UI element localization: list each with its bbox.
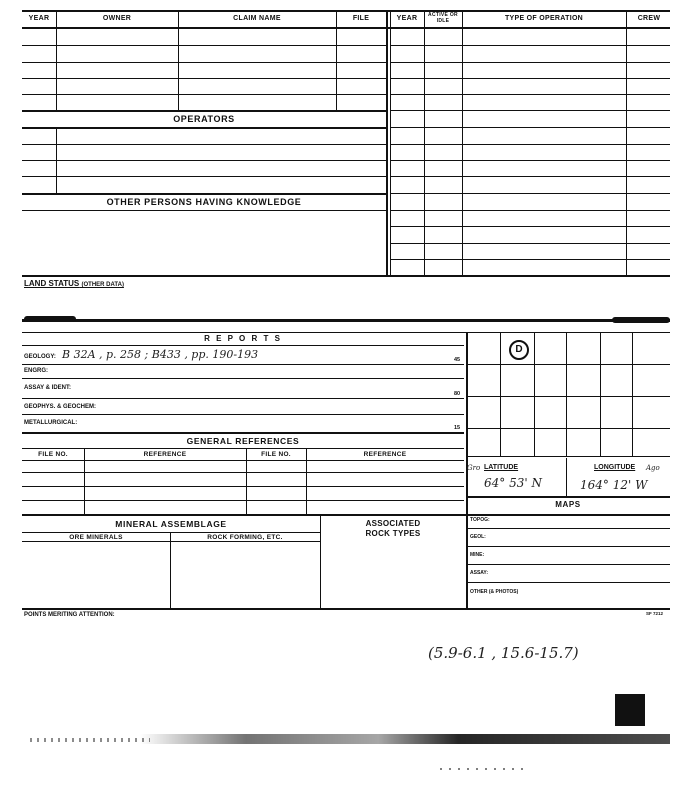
- maps-mine: MINE:: [470, 552, 485, 558]
- header-owner: OWNER: [102, 15, 132, 22]
- lat-prefix: Gro: [467, 464, 481, 472]
- reports-metallurgical-label: METALLURGICAL:: [24, 420, 78, 426]
- maps-assay: ASSAY:: [470, 570, 489, 576]
- header-type-of-operation: TYPE OF OPERATION: [504, 15, 584, 22]
- reports-assay-num: 80: [454, 391, 461, 397]
- circled-quadrant-mark: D: [509, 340, 529, 360]
- reports-title: R E P O R T S: [204, 334, 282, 343]
- land-status-label: LAND STATUS (OTHER DATA): [24, 279, 124, 288]
- reports-geology-num: 45: [454, 357, 461, 363]
- reports-engrg-label: ENGRG:: [24, 368, 48, 374]
- reports-metallurgical-num: 15: [454, 425, 461, 431]
- form-number: SF 7212: [646, 611, 664, 616]
- reports-assay-label: ASSAY & IDENT:: [24, 385, 72, 391]
- ink-mark-right: [612, 317, 670, 323]
- header-file: FILE: [352, 15, 370, 22]
- associated-label: ASSOCIATED: [365, 519, 421, 528]
- gr-header-reference-2: REFERENCE: [363, 451, 407, 458]
- operators-label: OPERATORS: [173, 114, 235, 124]
- maps-geol: GEOL:: [470, 534, 486, 540]
- header-crew: CREW: [637, 15, 661, 22]
- longitude-label: LONGITUDE: [594, 464, 636, 471]
- ink-mark-left: [24, 316, 76, 322]
- scan-noise-speckle: [30, 738, 150, 742]
- general-references-title: GENERAL REFERENCES: [186, 436, 300, 446]
- scan-black-square: [615, 694, 645, 726]
- latitude-value: 64° 53' N: [484, 476, 542, 490]
- handwritten-note: (5.9-6.1 , 15.6-15.7): [428, 644, 579, 662]
- scan-noise-band: [140, 734, 670, 744]
- maps-topog: TOPOG:: [470, 517, 490, 523]
- ore-minerals-label: ORE MINERALS: [69, 534, 123, 541]
- header-claim-name: CLAIM NAME: [233, 15, 281, 22]
- rock-forming-label: ROCK FORMING, ETC.: [207, 534, 283, 541]
- reports-geology-label: GEOLOGY:: [24, 354, 56, 360]
- reports-geophys-label: GEOPHYS. & GEOCHEM:: [24, 404, 97, 410]
- header-active-idle: ACTIVE OR IDLE: [428, 12, 458, 24]
- mineral-assemblage-title: MINERAL ASSEMBLAGE: [115, 519, 227, 529]
- reports-geology-value: B 32A , p. 258 ; B433 , pp. 190-193: [62, 348, 259, 361]
- other-persons-label: OTHER PERSONS HAVING KNOWLEDGE: [106, 197, 302, 207]
- gr-header-file-no-1: FILE NO.: [38, 451, 68, 458]
- lon-suffix: Ago: [646, 464, 660, 472]
- scan-speckle-bottom: [440, 768, 530, 770]
- longitude-value: 164° 12' W: [580, 478, 648, 492]
- gr-header-file-no-2: FILE NO.: [261, 451, 291, 458]
- header-year-2: YEAR: [396, 15, 418, 22]
- points-meriting-attention: POINTS MERITING ATTENTION:: [24, 612, 115, 618]
- section-divider: [22, 319, 670, 322]
- gr-header-reference-1: REFERENCE: [143, 451, 187, 458]
- rock-types-label: ROCK TYPES: [365, 529, 421, 538]
- maps-title: MAPS: [555, 500, 581, 509]
- latitude-label: LATITUDE: [484, 464, 519, 471]
- maps-other: OTHER (& PHOTOS): [470, 589, 519, 595]
- header-year-1: YEAR: [28, 15, 50, 22]
